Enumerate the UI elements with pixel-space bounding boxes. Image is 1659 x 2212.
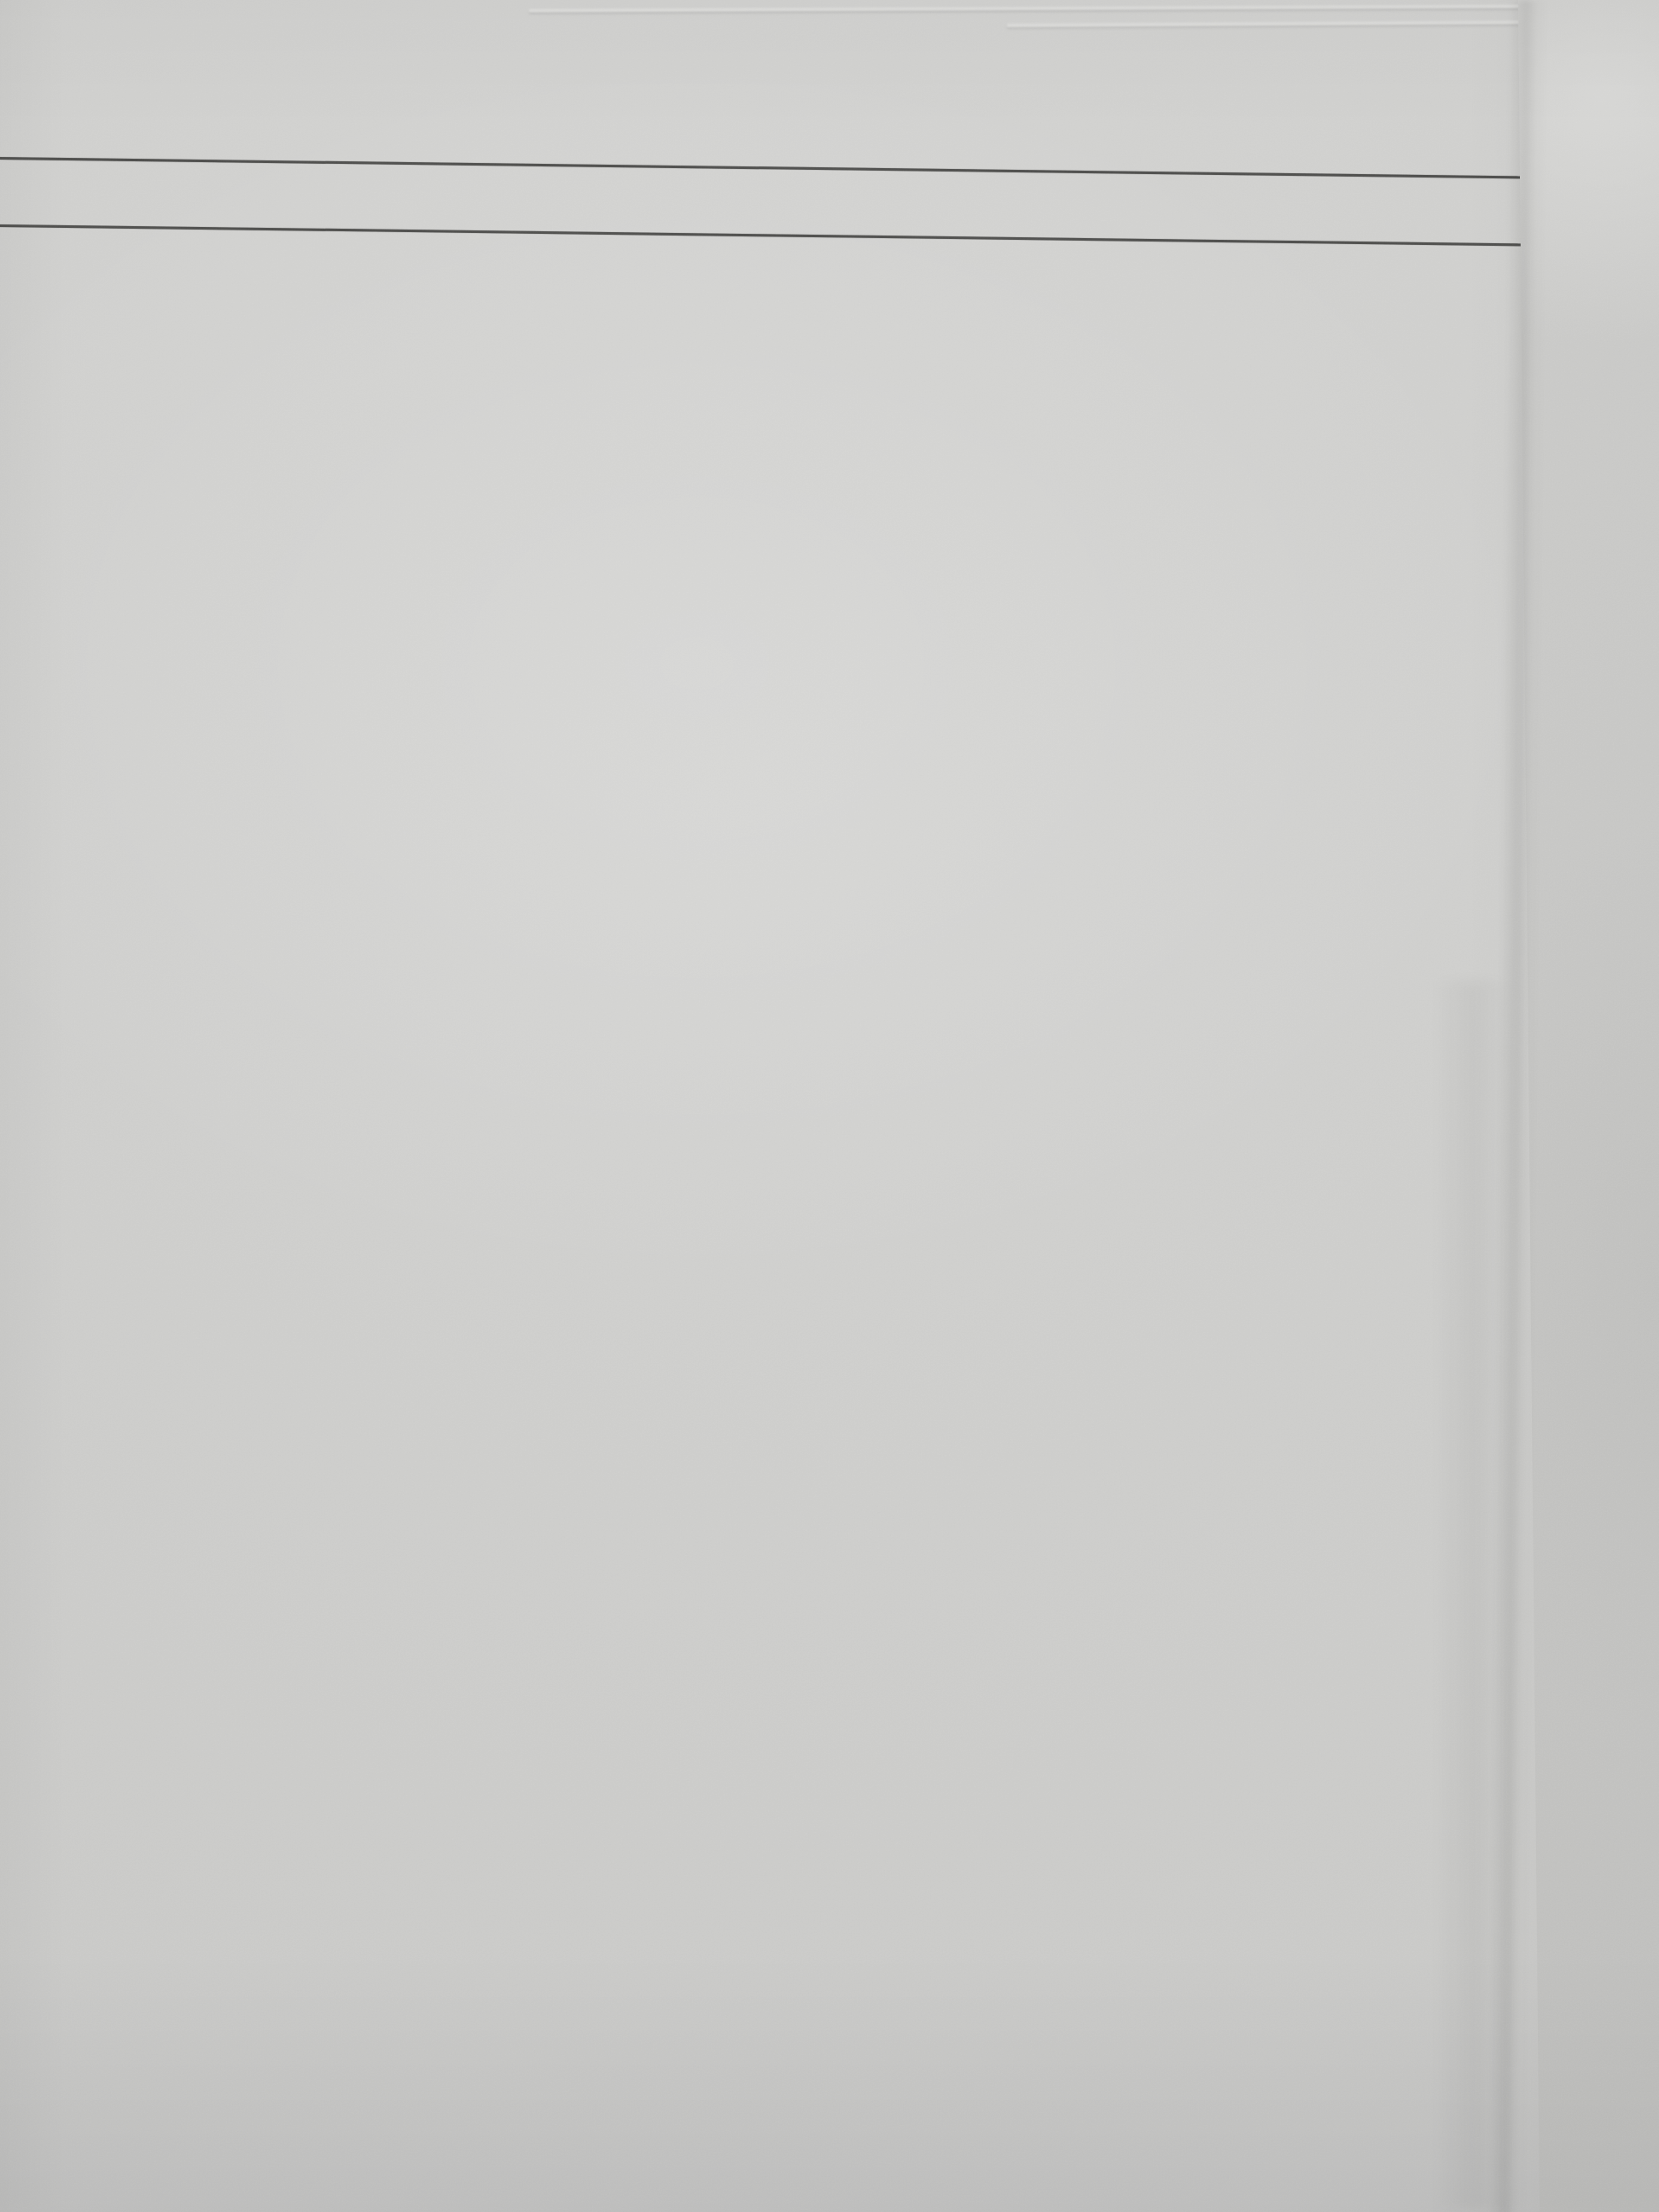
header-rule-bottom [0, 224, 1532, 247]
table-body [0, 0, 1659, 20]
header-rule-top [0, 157, 1533, 179]
table-header [0, 0, 1659, 20]
